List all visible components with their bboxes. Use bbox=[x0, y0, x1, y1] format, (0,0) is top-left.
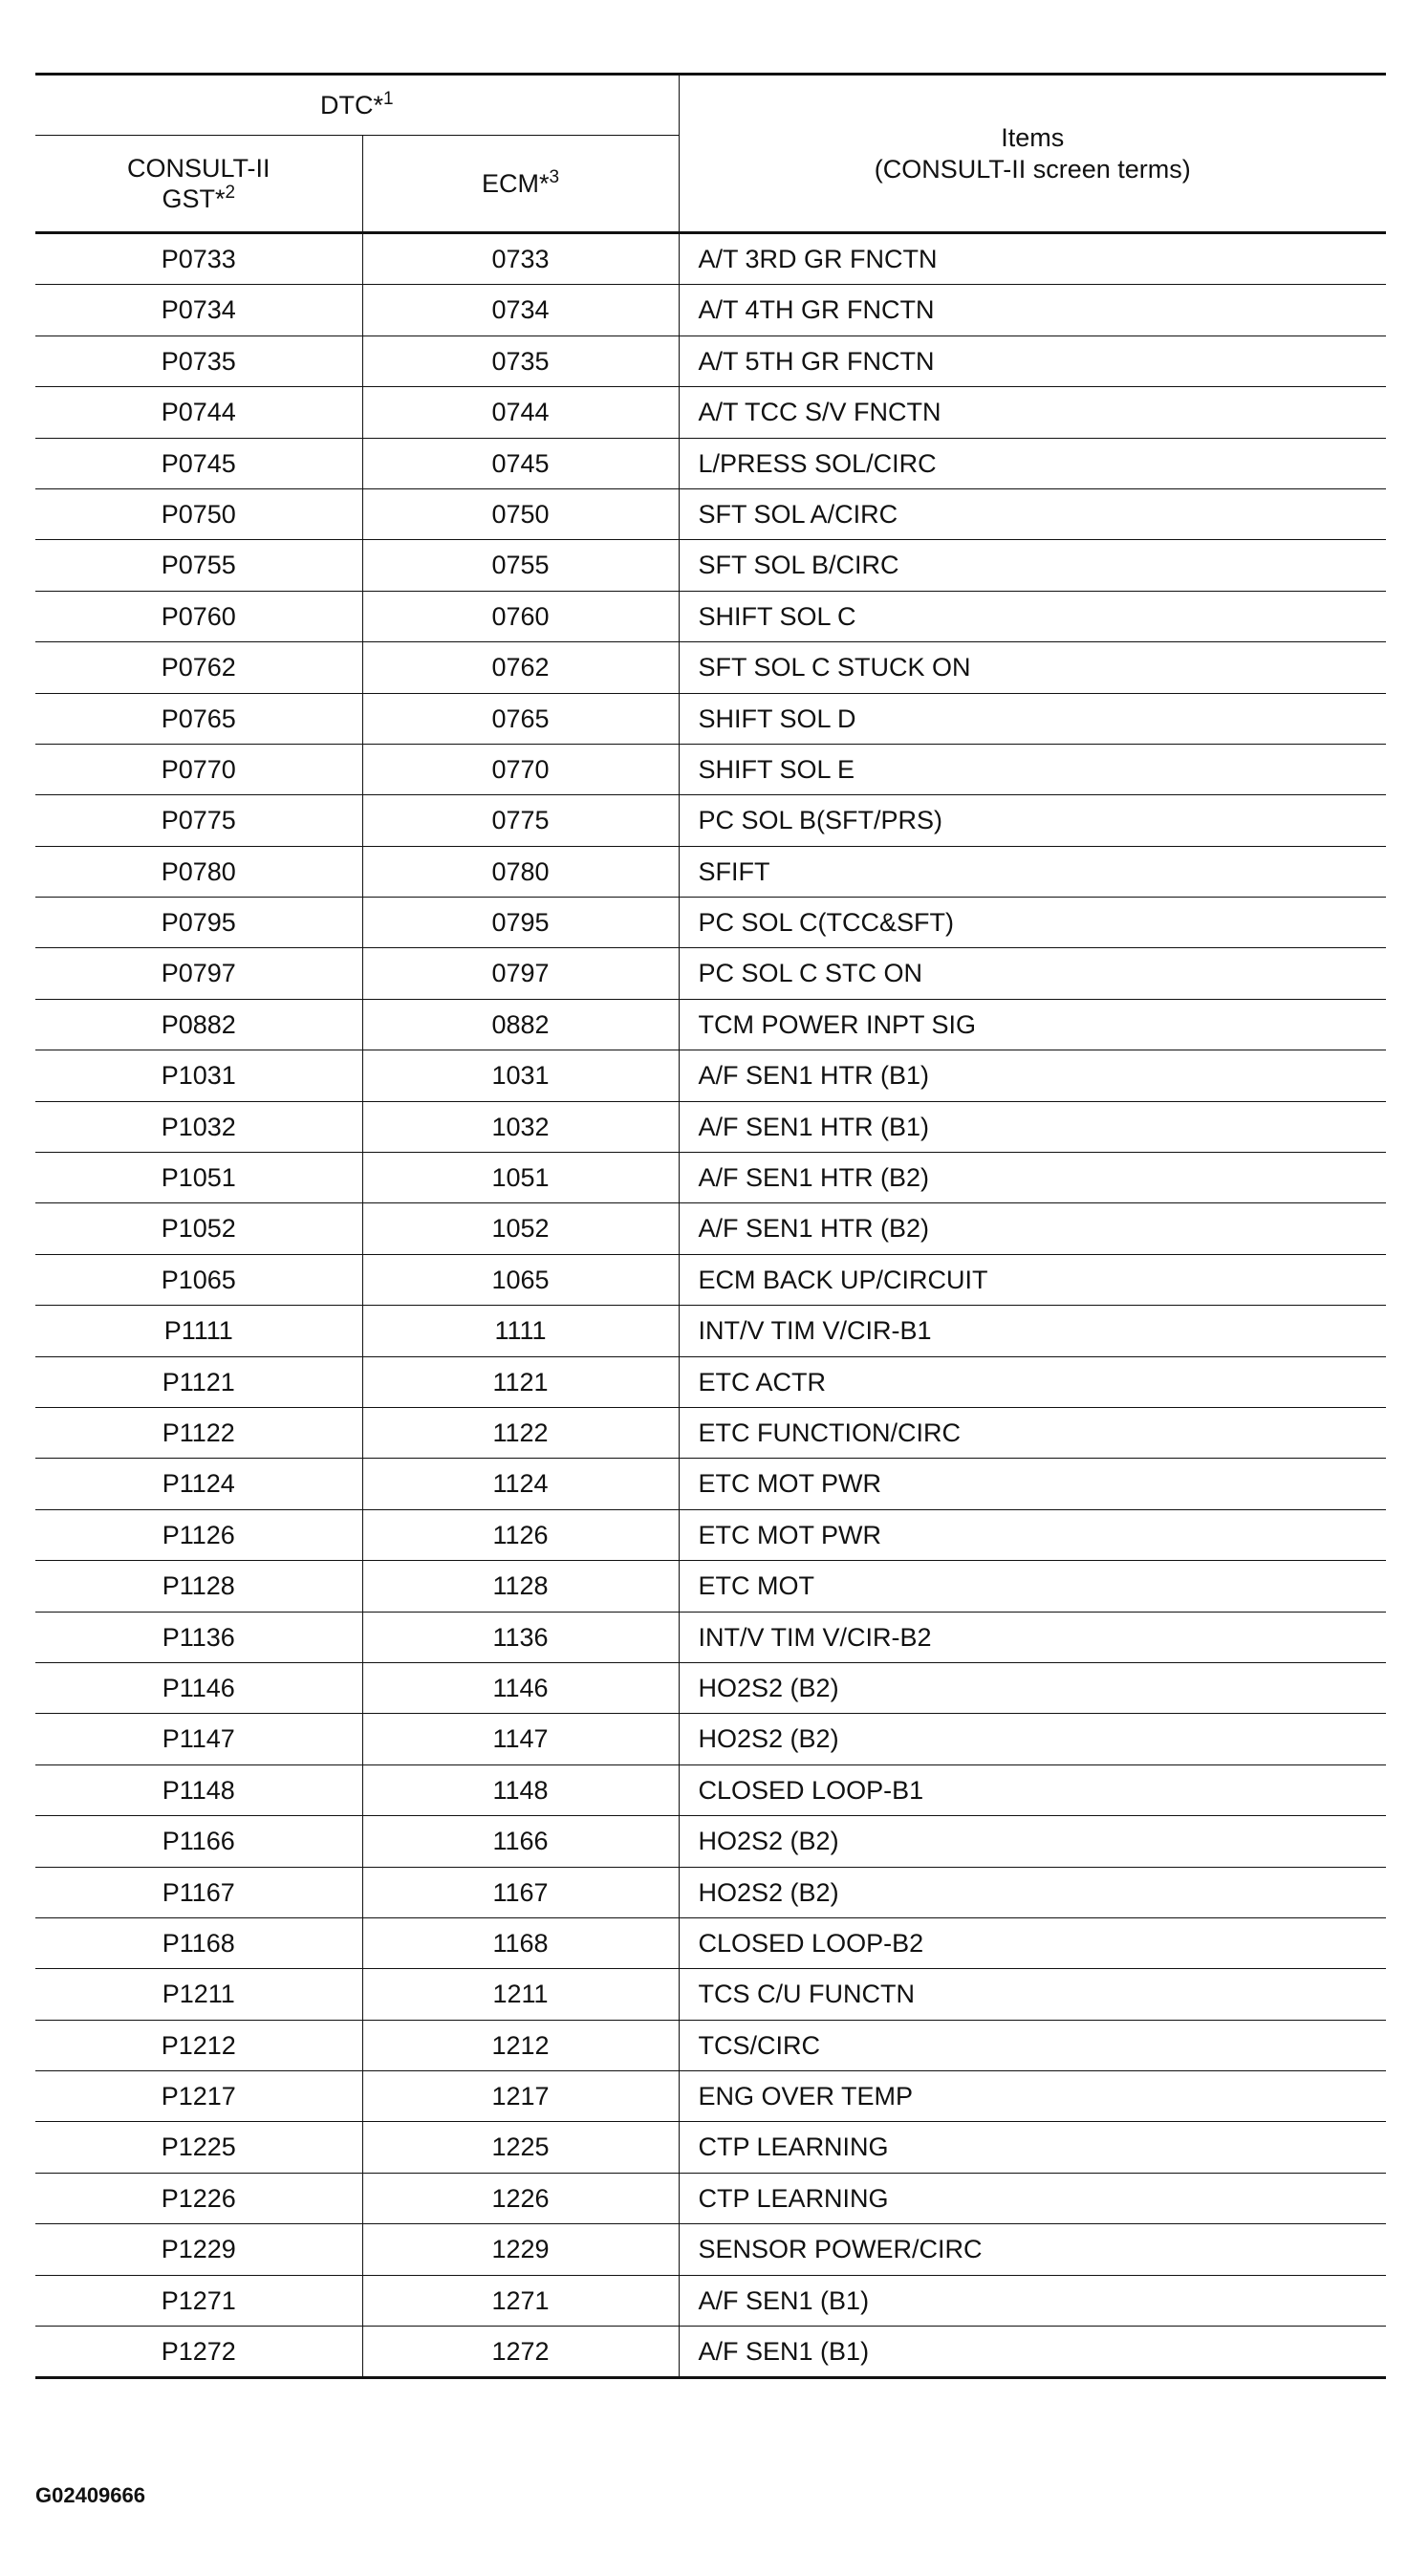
item-name-cell: INT/V TIM V/CIR-B1 bbox=[679, 1306, 1386, 1356]
table-row bbox=[35, 1356, 1386, 1407]
item-name-cell: A/F SEN1 HTR (B1) bbox=[679, 1101, 1386, 1152]
item-name-cell: TCS C/U FUNCTN bbox=[679, 1969, 1386, 2020]
table-row bbox=[35, 233, 1386, 285]
gst-code-cell: P1146 bbox=[35, 1662, 362, 1713]
ecm-footnote-mark: 3 bbox=[549, 166, 560, 187]
table-row bbox=[35, 948, 1386, 999]
table-row bbox=[35, 1254, 1386, 1305]
ecm-code-cell: 0775 bbox=[362, 795, 679, 846]
ecm-code-cell: 0760 bbox=[362, 591, 679, 641]
items-header bbox=[679, 75, 1386, 233]
dtc-group-header bbox=[35, 75, 679, 136]
ecm-code-cell: 0745 bbox=[362, 438, 679, 488]
ecm-code-cell: 0734 bbox=[362, 285, 679, 336]
item-name-cell: PC SOL C(TCC&SFT) bbox=[679, 898, 1386, 948]
item-name-cell: ENG OVER TEMP bbox=[679, 2071, 1386, 2122]
ecm-code-cell: 1031 bbox=[362, 1050, 679, 1101]
gst-code-cell: P1122 bbox=[35, 1407, 362, 1458]
gst-code-cell: P1136 bbox=[35, 1612, 362, 1662]
table-row bbox=[35, 795, 1386, 846]
table-row bbox=[35, 1407, 1386, 1458]
item-name-cell: A/T TCC S/V FNCTN bbox=[679, 387, 1386, 438]
table-row bbox=[35, 1509, 1386, 1560]
gst-code-cell: P1128 bbox=[35, 1561, 362, 1612]
gst-code-cell: P0775 bbox=[35, 795, 362, 846]
gst-header-line2 bbox=[35, 184, 362, 214]
gst-code-cell: P1229 bbox=[35, 2224, 362, 2275]
ecm-code-cell: 0780 bbox=[362, 846, 679, 897]
ecm-code-cell: 1168 bbox=[362, 1917, 679, 1968]
gst-code-cell: P1126 bbox=[35, 1509, 362, 1560]
item-name-cell: HO2S2 (B2) bbox=[679, 1714, 1386, 1764]
ecm-label: ECM* bbox=[481, 168, 550, 198]
item-name-cell: INT/V TIM V/CIR-B2 bbox=[679, 1612, 1386, 1662]
ecm-code-cell: 0750 bbox=[362, 488, 679, 539]
gst-code-cell: P1167 bbox=[35, 1867, 362, 1917]
table-row bbox=[35, 1561, 1386, 1612]
item-name-cell: CTP LEARNING bbox=[679, 2173, 1386, 2223]
table-row bbox=[35, 1764, 1386, 1815]
gst-code-cell: P0734 bbox=[35, 285, 362, 336]
gst-code-cell: P1051 bbox=[35, 1153, 362, 1203]
item-name-cell: L/PRESS SOL/CIRC bbox=[679, 438, 1386, 488]
item-name-cell: ETC ACTR bbox=[679, 1356, 1386, 1407]
table-body bbox=[35, 233, 1386, 2378]
dtc-label: DTC* bbox=[319, 90, 383, 119]
gst-code-cell: P0780 bbox=[35, 846, 362, 897]
gst-code-cell: P1212 bbox=[35, 2020, 362, 2070]
gst-code-cell: P1148 bbox=[35, 1764, 362, 1815]
gst-code-cell: P1065 bbox=[35, 1254, 362, 1305]
ecm-code-cell: 1147 bbox=[362, 1714, 679, 1764]
gst-code-cell: P1211 bbox=[35, 1969, 362, 2020]
ecm-code-cell: 0770 bbox=[362, 744, 679, 794]
table-row bbox=[35, 1459, 1386, 1509]
gst-code-cell: P1271 bbox=[35, 2275, 362, 2326]
gst-code-cell: P1031 bbox=[35, 1050, 362, 1101]
item-name-cell: SFT SOL C STUCK ON bbox=[679, 642, 1386, 693]
item-name-cell: ETC MOT bbox=[679, 1561, 1386, 1612]
ecm-code-cell: 1146 bbox=[362, 1662, 679, 1713]
item-name-cell: SFT SOL B/CIRC bbox=[679, 540, 1386, 591]
table-row bbox=[35, 285, 1386, 336]
table-row bbox=[35, 1101, 1386, 1152]
item-name-cell: SFIFT bbox=[679, 846, 1386, 897]
item-name-cell: PC SOL C STC ON bbox=[679, 948, 1386, 999]
gst-code-cell: P0770 bbox=[35, 744, 362, 794]
ecm-code-cell: 1126 bbox=[362, 1509, 679, 1560]
table-row bbox=[35, 1153, 1386, 1203]
item-name-cell: ETC FUNCTION/CIRC bbox=[679, 1407, 1386, 1458]
ecm-code-cell: 1225 bbox=[362, 2122, 679, 2173]
ecm-code-cell: 1211 bbox=[362, 1969, 679, 2020]
table-row bbox=[35, 540, 1386, 591]
item-name-cell: HO2S2 (B2) bbox=[679, 1867, 1386, 1917]
gst-code-cell: P0733 bbox=[35, 233, 362, 285]
ecm-code-cell: 1052 bbox=[362, 1203, 679, 1254]
ecm-code-cell: 1121 bbox=[362, 1356, 679, 1407]
item-name-cell: PC SOL B(SFT/PRS) bbox=[679, 795, 1386, 846]
ecm-code-cell: 0795 bbox=[362, 898, 679, 948]
ecm-code-cell: 1212 bbox=[362, 2020, 679, 2070]
table-row bbox=[35, 2275, 1386, 2326]
ecm-code-cell: 0797 bbox=[362, 948, 679, 999]
ecm-code-cell: 0762 bbox=[362, 642, 679, 693]
ecm-code-cell: 1124 bbox=[362, 1459, 679, 1509]
header-row-top bbox=[35, 75, 1386, 136]
gst-code-cell: P1226 bbox=[35, 2173, 362, 2223]
table-row bbox=[35, 1917, 1386, 1968]
gst-code-cell: P1225 bbox=[35, 2122, 362, 2173]
ecm-code-cell: 0744 bbox=[362, 387, 679, 438]
item-name-cell: ECM BACK UP/CIRCUIT bbox=[679, 1254, 1386, 1305]
dtc-footnote-mark: 1 bbox=[382, 88, 394, 109]
ecm-code-cell: 1272 bbox=[362, 2327, 679, 2378]
gst-footnote-mark: 2 bbox=[225, 183, 236, 203]
dtc-table bbox=[35, 73, 1386, 2379]
ecm-code-cell: 1217 bbox=[362, 2071, 679, 2122]
ecm-code-cell: 1148 bbox=[362, 1764, 679, 1815]
table-row bbox=[35, 2224, 1386, 2275]
gst-code-cell: P0745 bbox=[35, 438, 362, 488]
ecm-code-cell: 1226 bbox=[362, 2173, 679, 2223]
item-name-cell: A/F SEN1 (B1) bbox=[679, 2327, 1386, 2378]
table-row bbox=[35, 1306, 1386, 1356]
gst-code-cell: P0882 bbox=[35, 999, 362, 1050]
items-header-line1: Items bbox=[1001, 123, 1065, 153]
ecm-code-cell: 1136 bbox=[362, 1612, 679, 1662]
gst-code-cell: P0735 bbox=[35, 336, 362, 386]
ecm-code-cell: 1271 bbox=[362, 2275, 679, 2326]
table-row bbox=[35, 1969, 1386, 2020]
ecm-code-cell: 0735 bbox=[362, 336, 679, 386]
table-row bbox=[35, 591, 1386, 641]
table-row bbox=[35, 2173, 1386, 2223]
ecm-code-cell: 1111 bbox=[362, 1306, 679, 1356]
item-name-cell: ETC MOT PWR bbox=[679, 1509, 1386, 1560]
gst-code-cell: P0762 bbox=[35, 642, 362, 693]
table-header bbox=[35, 75, 1386, 233]
table-row bbox=[35, 2020, 1386, 2070]
gst-code-cell: P0750 bbox=[35, 488, 362, 539]
table-row bbox=[35, 336, 1386, 386]
item-name-cell: SHIFT SOL D bbox=[679, 693, 1386, 744]
gst-code-cell: P1217 bbox=[35, 2071, 362, 2122]
table-row bbox=[35, 1867, 1386, 1917]
ecm-code-cell: 0882 bbox=[362, 999, 679, 1050]
table-row bbox=[35, 1714, 1386, 1764]
gst-code-cell: P0797 bbox=[35, 948, 362, 999]
gst-code-cell: P0760 bbox=[35, 591, 362, 641]
item-name-cell: A/T 5TH GR FNCTN bbox=[679, 336, 1386, 386]
gst-code-cell: P1052 bbox=[35, 1203, 362, 1254]
item-name-cell: A/F SEN1 (B1) bbox=[679, 2275, 1386, 2326]
item-name-cell: ETC MOT PWR bbox=[679, 1459, 1386, 1509]
table-row bbox=[35, 999, 1386, 1050]
table-row bbox=[35, 898, 1386, 948]
ecm-code-cell: 0755 bbox=[362, 540, 679, 591]
item-name-cell: CLOSED LOOP-B1 bbox=[679, 1764, 1386, 1815]
gst-code-cell: P1121 bbox=[35, 1356, 362, 1407]
ecm-code-cell: 1065 bbox=[362, 1254, 679, 1305]
ecm-header bbox=[362, 136, 679, 233]
table-row bbox=[35, 488, 1386, 539]
gst-code-cell: P1166 bbox=[35, 1816, 362, 1867]
ecm-code-cell: 1166 bbox=[362, 1816, 679, 1867]
ecm-code-cell: 0765 bbox=[362, 693, 679, 744]
gst-code-cell: P0765 bbox=[35, 693, 362, 744]
gst-header bbox=[35, 136, 362, 233]
table-row bbox=[35, 642, 1386, 693]
ecm-code-cell: 1122 bbox=[362, 1407, 679, 1458]
items-header-line2: (CONSULT-II screen terms) bbox=[874, 154, 1191, 184]
table-row bbox=[35, 1612, 1386, 1662]
item-name-cell: HO2S2 (B2) bbox=[679, 1662, 1386, 1713]
gst-code-cell: P1147 bbox=[35, 1714, 362, 1764]
item-name-cell: A/F SEN1 HTR (B2) bbox=[679, 1153, 1386, 1203]
table-row bbox=[35, 1816, 1386, 1867]
ecm-code-cell: 1229 bbox=[362, 2224, 679, 2275]
ecm-code-cell: 1128 bbox=[362, 1561, 679, 1612]
gst-code-cell: P1124 bbox=[35, 1459, 362, 1509]
gst-code-cell: P1168 bbox=[35, 1917, 362, 1968]
ecm-code-cell: 1032 bbox=[362, 1101, 679, 1152]
table-row bbox=[35, 1662, 1386, 1713]
table-row bbox=[35, 2327, 1386, 2378]
gst-code-cell: P0795 bbox=[35, 898, 362, 948]
item-name-cell: A/F SEN1 HTR (B1) bbox=[679, 1050, 1386, 1101]
ecm-code-cell: 0733 bbox=[362, 233, 679, 285]
gst-header-line1: CONSULT-II bbox=[126, 153, 270, 183]
table-row bbox=[35, 2122, 1386, 2173]
table-row bbox=[35, 693, 1386, 744]
item-name-cell: SFT SOL A/CIRC bbox=[679, 488, 1386, 539]
gst-label: GST* bbox=[162, 184, 226, 213]
table-row bbox=[35, 744, 1386, 794]
item-name-cell: SHIFT SOL E bbox=[679, 744, 1386, 794]
ecm-code-cell: 1051 bbox=[362, 1153, 679, 1203]
table-row bbox=[35, 846, 1386, 897]
item-name-cell: SHIFT SOL C bbox=[679, 591, 1386, 641]
gst-code-cell: P0755 bbox=[35, 540, 362, 591]
gst-code-cell: P1111 bbox=[35, 1306, 362, 1356]
table-row bbox=[35, 1050, 1386, 1101]
gst-code-cell: P1032 bbox=[35, 1101, 362, 1152]
table-row bbox=[35, 2071, 1386, 2122]
item-name-cell: TCS/CIRC bbox=[679, 2020, 1386, 2070]
table-row bbox=[35, 387, 1386, 438]
item-name-cell: CTP LEARNING bbox=[679, 2122, 1386, 2173]
ecm-code-cell: 1167 bbox=[362, 1867, 679, 1917]
item-name-cell: A/T 3RD GR FNCTN bbox=[679, 233, 1386, 285]
figure-id: G02409666 bbox=[35, 2483, 145, 2507]
gst-code-cell: P0744 bbox=[35, 387, 362, 438]
item-name-cell: HO2S2 (B2) bbox=[679, 1816, 1386, 1867]
item-name-cell: CLOSED LOOP-B2 bbox=[679, 1917, 1386, 1968]
item-name-cell: TCM POWER INPT SIG bbox=[679, 999, 1386, 1050]
item-name-cell: SENSOR POWER/CIRC bbox=[679, 2224, 1386, 2275]
table-row bbox=[35, 438, 1386, 488]
item-name-cell: A/F SEN1 HTR (B2) bbox=[679, 1203, 1386, 1254]
table-row bbox=[35, 1203, 1386, 1254]
item-name-cell: A/T 4TH GR FNCTN bbox=[679, 285, 1386, 336]
gst-code-cell: P1272 bbox=[35, 2327, 362, 2378]
